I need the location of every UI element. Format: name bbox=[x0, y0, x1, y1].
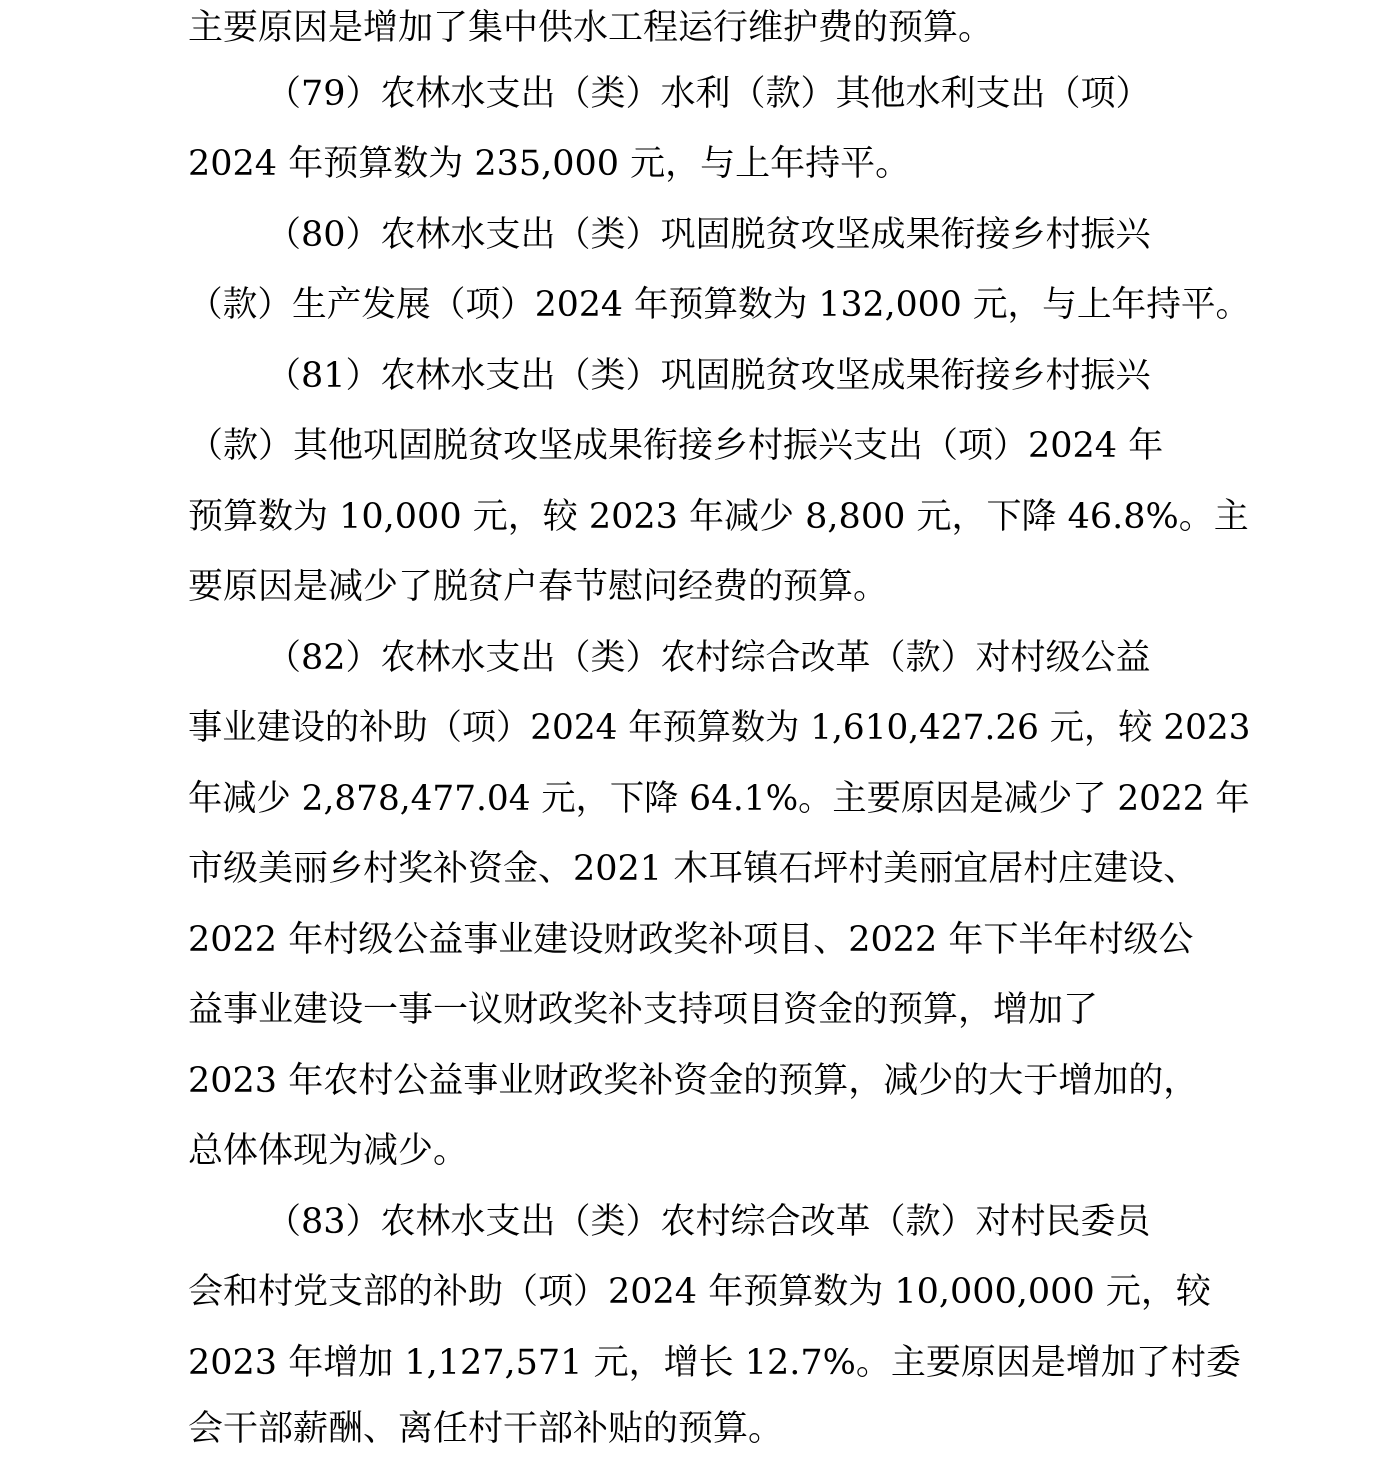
text-line: 会干部薪酬、离任村干部补贴的预算。 bbox=[188, 1409, 784, 1449]
text-line: 市级美丽乡村奖补资金、2021 木耳镇石坪村美丽宜居村庄建设、 bbox=[188, 849, 1199, 889]
text-line: （款）生产发展（项）2024 年预算数为 132,000 元，与上年持平。 bbox=[188, 285, 1251, 325]
text-line: 事业建设的补助（项）2024 年预算数为 1,610,427.26 元，较 2023 bbox=[188, 708, 1251, 748]
text-line: 2023 年增加 1,127,571 元，增长 12.7%。主要原因是增加了村委 bbox=[188, 1343, 1241, 1383]
text-line: 总体体现为减少。 bbox=[188, 1131, 469, 1171]
text-line: （79）农林水支出（类）水利（款）其他水利支出（项） bbox=[266, 74, 1151, 114]
text-line: 年减少 2,878,477.04 元，下降 64.1%。主要原因是减少了 2022 年 bbox=[188, 779, 1250, 819]
text-line: （82）农林水支出（类）农村综合改革（款）对村级公益 bbox=[266, 638, 1151, 678]
text-line: 2022 年村级公益事业建设财政奖补项目、2022 年下半年村级公 bbox=[188, 920, 1194, 960]
text-line: 预算数为 10,000 元，较 2023 年减少 8,800 元，下降 46.8%。主 bbox=[188, 497, 1249, 537]
text-line: 要原因是减少了脱贫户春节慰问经费的预算。 bbox=[188, 567, 889, 607]
text-line: 2024 年预算数为 235,000 元，与上年持平。 bbox=[188, 144, 911, 184]
text-line: 主要原因是增加了集中供水工程运行维护费的预算。 bbox=[188, 8, 994, 48]
text-line: 益事业建设一事一议财政奖补支持项目资金的预算，增加了 bbox=[188, 990, 1099, 1030]
text-line: （80）农林水支出（类）巩固脱贫攻坚成果衔接乡村振兴 bbox=[266, 215, 1151, 255]
text-line: （83）农林水支出（类）农村综合改革（款）对村民委员 bbox=[266, 1202, 1151, 1242]
text-line: 会和村党支部的补助（项）2024 年预算数为 10,000,000 元，较 bbox=[188, 1272, 1211, 1312]
text-line: 2023 年农村公益事业财政奖补资金的预算，减少的大于增加的， bbox=[188, 1061, 1199, 1101]
text-line: （81）农林水支出（类）巩固脱贫攻坚成果衔接乡村振兴 bbox=[266, 356, 1151, 396]
text-line: （款）其他巩固脱贫攻坚成果衔接乡村振兴支出（项）2024 年 bbox=[188, 426, 1164, 466]
